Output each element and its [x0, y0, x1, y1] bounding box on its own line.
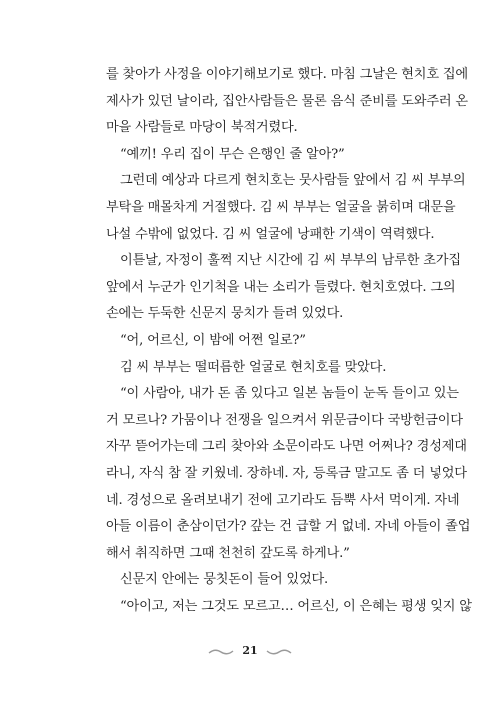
text-line: 손에는 두둑한 신문지 뭉치가 들려 있었다. — [106, 306, 344, 322]
body-text — [106, 62, 472, 620]
text-line: 거 모르나? 가뭄이나 전쟁을 일으켜서 위문금이다 국방헌금이다 — [106, 412, 463, 428]
text-line: “아이고, 저는 그것도 모르고… 어르신, 이 은혜는 평생 잊지 않 — [120, 598, 472, 614]
page-footer — [0, 641, 500, 660]
text-line: 부탁을 매몰차게 거절했다. 김 씨 부부는 얼굴을 붉히며 대문을 — [106, 199, 456, 215]
text-line: “어, 어르신, 이 밤에 어쩐 일로?” — [120, 332, 306, 348]
wave-ornament-right-icon — [266, 641, 292, 660]
wave-ornament-left-icon — [208, 641, 234, 660]
text-line: 를 찾아가 사정을 이야기해보기로 했다. 마침 그날은 현치호 집에 — [106, 67, 468, 82]
text-line: 앞에서 누군가 인기척을 내는 소리가 들렸다. 현치호였다. 그의 — [106, 279, 456, 295]
text-line: 그런데 예상과 다르게 현치호는 뭇사람들 앞에서 김 씨 부부의 — [120, 173, 466, 189]
text-line: 아들 이름이 춘삼이던가? 갚는 건 급할 거 없네. 자네 아들이 졸업 — [106, 519, 471, 535]
text-line: 네. 경성으로 올려보내기 전에 고기라도 듬뿍 사서 먹이게. 자네 — [106, 492, 460, 508]
text-line: 신문지 안에는 뭉칫돈이 들어 있었다. — [120, 572, 329, 588]
text-line: 해서 취직하면 그때 천천히 갚도록 하게나.” — [106, 545, 350, 561]
text-line: 김 씨 부부는 떨떠름한 얼굴로 현치호를 맞았다. — [120, 359, 387, 375]
page-number: 21 — [242, 644, 258, 657]
text-line: 나설 수밖에 없었다. 김 씨 얼굴에 낭패한 기색이 역력했다. — [106, 226, 435, 242]
text-line: 제사가 있던 날이라, 집안사람들은 물론 음식 준비를 도와주러 온 — [106, 93, 468, 109]
text-line: “이 사람아, 내가 돈 좀 있다고 일본 놈들이 눈독 들이고 있는 — [120, 386, 459, 402]
text-line: “예끼! 우리 집이 무슨 은행인 줄 알아?” — [120, 146, 345, 162]
text-line: 이튿날, 자정이 훌쩍 지난 시간에 김 씨 부부의 남루한 초가집 — [120, 253, 461, 269]
text-line: 자꾸 뜯어가는데 그리 찾아와 소문이라도 나면 어쩌나? 경성제대 — [106, 439, 467, 455]
text-line: 라니, 자식 참 잘 키웠네. 장하네. 자, 등록금 말고도 좀 더 넣었다 — [106, 465, 467, 481]
text-line: 마을 사람들로 마당이 북적거렸다. — [106, 120, 298, 136]
